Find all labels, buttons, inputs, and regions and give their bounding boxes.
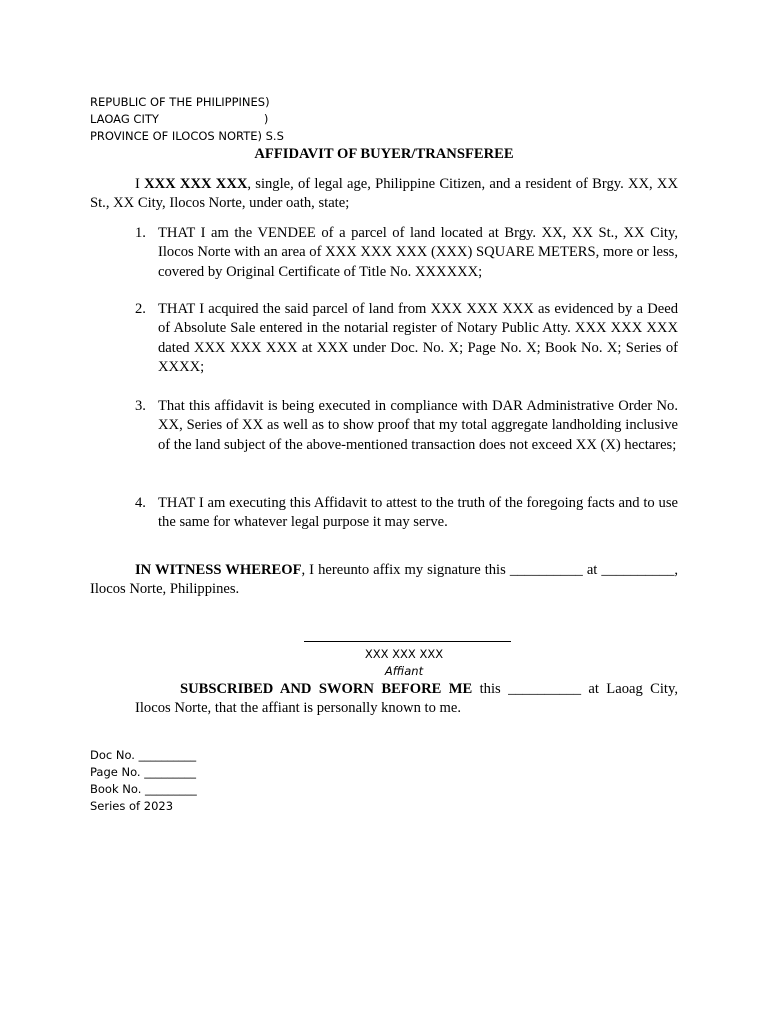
venue-city-label: LAOAG CITY [90, 112, 159, 126]
venue-city-paren: ) [263, 112, 269, 126]
witness-paragraph [90, 561, 678, 600]
page-number: Page No. _________ [90, 765, 196, 779]
list-item [135, 300, 678, 378]
series-year: Series of 2023 [90, 799, 174, 813]
list-item-text: THAT I am executing this Affidavit to attest to the truth of the foregoing facts and to use the same for whatever legal purpose it may serve. [158, 495, 678, 531]
document-title: AFFIDAVIT OF BUYER/TRANSFEREE [254, 146, 514, 162]
jurat-heading: SUBSCRIBED AND SWORN BEFORE ME [180, 681, 473, 697]
list-item-number: 3. [135, 398, 146, 414]
signature-line [304, 627, 511, 642]
list-item [135, 494, 678, 533]
jurat-paragraph [135, 680, 678, 719]
affiant-name: XXX XXX XXX [144, 176, 248, 192]
list-item [135, 224, 678, 282]
list-item-text: THAT I am the VENDEE of a parcel of land located at Brgy. XX, XX St., XX City, Ilocos Norte with an area of XXX XXX XXX (XXX) SQUARE METERS, more or less, covered by Original Certificate of Title No. XXXXXX; [158, 225, 678, 280]
list-item-text: THAT I acquired the said parcel of land from XXX XXX XXX as evidenced by a Deed of Absolute Sale entered in the notarial register of Notary Public Atty. XXX XXX XXX dated XXX XXX XXX at XXX under Doc. No. X; Page No. X; Book No. X; Series of XXXX; [158, 301, 678, 376]
doc-number: Doc No. __________ [90, 748, 197, 762]
list-item-number: 2. [135, 301, 146, 317]
intro-rest: , single, of legal age, Philippine Citizen, and a resident of Brgy. XX, XX St., XX City, Ilocos Norte, under oath, state; [90, 176, 679, 212]
jurat-text: this __________ at Laoag City, Ilocos Norte, that the affiant is personally known to me. [135, 681, 678, 717]
list-item-number: 4. [135, 495, 146, 511]
book-number: Book No. _________ [90, 782, 197, 796]
intro-pronoun: I [135, 176, 145, 192]
notarial-register-block [90, 747, 197, 815]
list-item-number: 1. [135, 225, 146, 241]
venue-line-province: PROVINCE OF ILOCOS NORTE) S.S [90, 129, 284, 143]
witness-text: , I hereunto affix my signature this __________ at __________, Ilocos Norte, Philippines. [90, 562, 679, 598]
witness-heading: IN WITNESS WHEREOF [135, 562, 302, 578]
venue-line-republic: REPUBLIC OF THE PHILIPPINES) [90, 95, 270, 109]
signatory-name: XXX XXX XXX [364, 647, 444, 661]
list-item [135, 397, 678, 455]
venue-block [90, 94, 284, 145]
signatory-role: Affiant [384, 664, 424, 678]
venue-line-city [90, 111, 284, 128]
intro-paragraph [90, 175, 678, 214]
list-item-text: That this affidavit is being executed in compliance with DAR Administrative Order No. XX, Series of XX as well as to show proof that my total aggregate landholding inclusive of the land subject of the above-mentioned transaction does not exceed XX (X) hectares; [158, 398, 678, 453]
